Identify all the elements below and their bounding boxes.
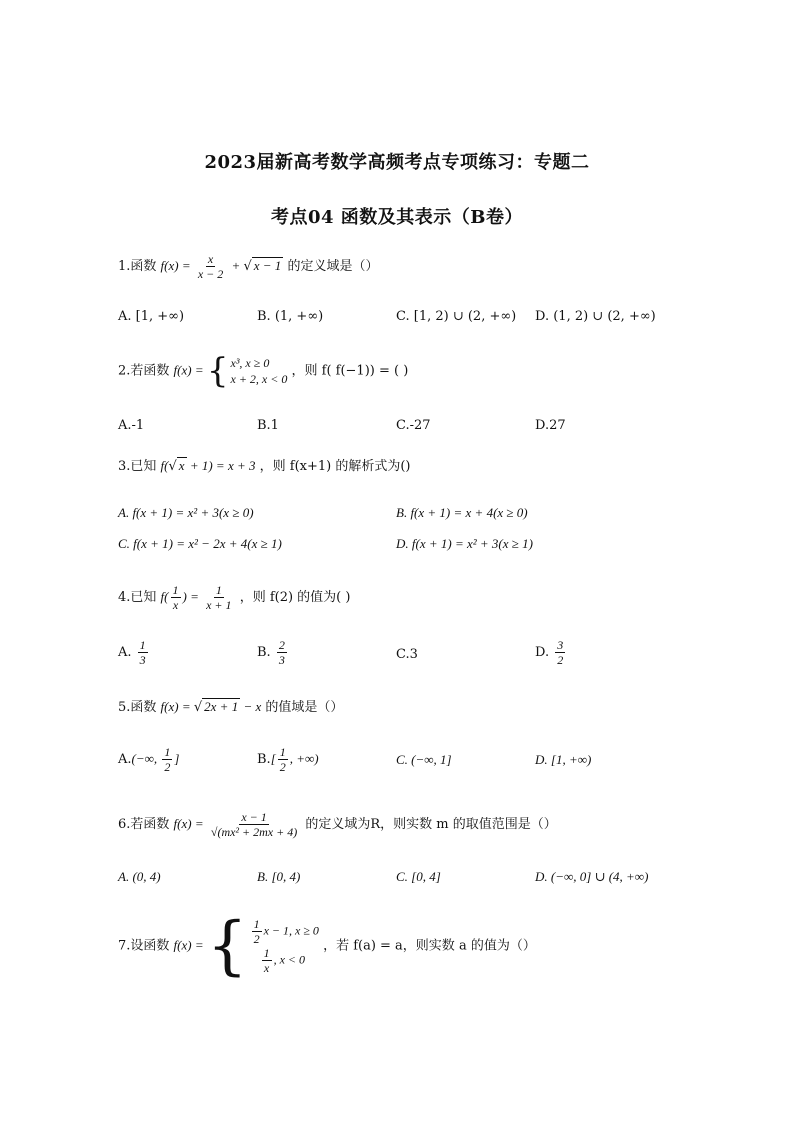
q5-option-b-right: , +∞) xyxy=(289,751,319,766)
question-7-prefix: 7.设函数 xyxy=(118,938,170,954)
question-4-fraction-1 xyxy=(171,583,181,612)
q4-option-d-num: 3 xyxy=(557,638,564,652)
q4-frac2-den: x + 1 xyxy=(206,598,232,612)
q4-frac2-num: 1 xyxy=(215,583,222,597)
q4-frac1-den: x xyxy=(172,598,179,612)
q3-option-c: C. f(x + 1) = x² − 2x + 4(x ≥ 1) xyxy=(118,536,282,551)
question-1-sqrt: x − 1 xyxy=(253,258,282,273)
question-7-case-2 xyxy=(250,946,319,975)
question-6 xyxy=(118,810,557,839)
q5-option-a-left: (−∞, xyxy=(131,751,161,766)
question-6-lhs: f(x) = xyxy=(173,816,207,831)
question-1-fraction xyxy=(196,252,225,281)
question-7-piecewise xyxy=(206,909,319,983)
q4-option-b-label: B. xyxy=(257,645,271,660)
q4-option-c: C.3 xyxy=(396,647,418,662)
question-5-prefix: 5.函数 xyxy=(118,700,157,715)
question-2-case-1: x³, x ≥ 0 xyxy=(230,356,270,370)
question-2-prefix: 2.若函数 xyxy=(118,363,170,379)
question-1-lhs: f(x) = xyxy=(160,258,194,273)
q4-option-d xyxy=(535,638,567,667)
q6-frac-num: x − 1 xyxy=(241,810,267,824)
q5-option-b-num: 1 xyxy=(279,745,286,759)
question-1 xyxy=(118,252,378,281)
q3-option-b: B. f(x + 1) = x + 4(x ≥ 0) xyxy=(396,505,528,520)
question-7 xyxy=(118,909,536,983)
q4-option-b-num: 2 xyxy=(278,638,285,652)
question-1-prefix: 1.函数 xyxy=(118,259,157,274)
q5-option-a-den: 2 xyxy=(164,760,171,774)
q1-option-c: C. [1, 2) ∪ (2, +∞) xyxy=(396,309,517,324)
question-4-fraction-2 xyxy=(204,583,233,612)
question-5-mid: − x xyxy=(240,699,262,714)
q2-option-b: B.1 xyxy=(257,418,279,433)
question-2-suffix: ，则 f( f(−1)) = ( ) xyxy=(291,363,409,379)
question-7-lhs: f(x) = xyxy=(173,937,207,953)
q4-option-d-den: 2 xyxy=(557,653,564,667)
sqrt-symbol: √ xyxy=(193,700,203,715)
q4-option-a xyxy=(118,638,150,667)
q6-frac-den: √(mx² + 2mx + 4) xyxy=(210,825,298,839)
q5-option-a-num: 1 xyxy=(164,745,171,759)
document-subtitle: 考点04 函数及其表示（B卷） xyxy=(270,207,524,228)
q2-option-a: A.-1 xyxy=(118,418,145,433)
q6-option-b: B. [0, 4) xyxy=(257,869,301,884)
question-5-sqrt: 2x + 1 xyxy=(204,699,239,714)
question-2-cases xyxy=(231,355,288,387)
q7-case1-den: 2 xyxy=(253,932,260,946)
q7-case2-num: 1 xyxy=(263,946,270,960)
q1-option-b: B. (1, +∞) xyxy=(257,309,324,324)
q5-option-c: C. (−∞, 1] xyxy=(396,752,452,767)
question-3-sqrt: x xyxy=(178,458,185,473)
q4-frac1-num: 1 xyxy=(172,583,179,597)
question-6-prefix: 6.若函数 xyxy=(118,817,170,832)
left-brace: { xyxy=(206,351,229,391)
question-7-case-1 xyxy=(250,917,319,946)
question-5-suffix: 的值域是（） xyxy=(265,700,344,715)
q5-option-b-label: B. xyxy=(257,752,271,767)
question-6-fraction xyxy=(209,810,299,839)
question-4-eq: ) = xyxy=(182,589,203,604)
q1-option-a: A. [1, +∞) xyxy=(118,309,185,324)
question-1-plus: + xyxy=(231,258,244,273)
document-title: 2023届新高考数学高频考点专项练习：专题二 xyxy=(204,152,590,173)
q7-case1-rest: x − 1, x ≥ 0 xyxy=(263,923,319,938)
sqrt-symbol: √ xyxy=(243,259,252,274)
question-2-case-2: x + 2, x < 0 xyxy=(230,372,288,386)
question-1-frac-num: x xyxy=(207,252,214,266)
question-7-cases xyxy=(250,917,319,975)
q4-option-d-label: D. xyxy=(535,645,550,660)
q4-option-a-den: 3 xyxy=(139,653,146,667)
q7-case2-den: x xyxy=(263,961,270,975)
question-5-lhs: f(x) = xyxy=(160,699,194,714)
q5-option-a xyxy=(118,745,179,774)
question-3-suffix: ，则 f(x+1) 的解析式为() xyxy=(259,459,411,474)
question-3 xyxy=(118,456,411,477)
question-2-lhs: f(x) = xyxy=(173,362,207,378)
q2-option-c: C.-27 xyxy=(396,418,431,433)
question-7-suffix: ，若 f(a) = a，则实数 a 的值为（） xyxy=(323,938,536,954)
q5-option-d: D. [1, +∞) xyxy=(535,752,592,767)
question-4-suffix: ，则 f(2) 的值为( ) xyxy=(239,590,351,605)
question-2 xyxy=(118,351,409,391)
sqrt-symbol: √ xyxy=(168,459,177,474)
q2-option-d: D.27 xyxy=(535,418,566,433)
question-4-prefix: 4.已知 xyxy=(118,590,157,605)
question-3-prefix: 3.已知 xyxy=(118,459,157,474)
q5-option-a-label: A. xyxy=(118,752,132,767)
q4-option-b xyxy=(257,638,289,667)
q3-option-d: D. f(x + 1) = x² + 3(x ≥ 1) xyxy=(396,536,533,551)
question-6-suffix: 的定义域为R，则实数 m 的取值范围是（） xyxy=(305,817,557,832)
question-5 xyxy=(118,697,343,718)
question-2-piecewise xyxy=(206,351,288,391)
question-3-mid: + 1) = x + 3 xyxy=(186,458,256,473)
question-4 xyxy=(118,583,350,612)
question-1-suffix: 的定义域是（） xyxy=(287,259,379,274)
q5-option-b-left: [ xyxy=(270,751,276,766)
q5-option-b xyxy=(257,745,319,774)
q4-option-b-den: 3 xyxy=(278,653,285,667)
q3-option-a: A. f(x + 1) = x² + 3(x ≥ 0) xyxy=(118,505,254,520)
question-3-lhs: f( xyxy=(160,458,169,473)
q6-option-c: C. [0, 4] xyxy=(396,869,441,884)
q6-option-d: D. (−∞, 0] ∪ (4, +∞) xyxy=(535,869,649,884)
q7-case2-rest: , x < 0 xyxy=(273,952,306,967)
q4-option-a-label: A. xyxy=(118,645,132,660)
question-1-frac-den: x − 2 xyxy=(197,267,224,281)
q5-option-a-right: ] xyxy=(174,751,180,766)
q5-option-b-den: 2 xyxy=(279,760,286,774)
q4-option-a-num: 1 xyxy=(139,638,146,652)
q1-option-d: D. (1, 2) ∪ (2, +∞) xyxy=(535,309,656,324)
q6-option-a: A. (0, 4) xyxy=(118,869,161,884)
left-brace: { xyxy=(206,909,248,983)
question-4-lhs: f( xyxy=(160,589,169,604)
q7-case1-num: 1 xyxy=(253,917,260,931)
